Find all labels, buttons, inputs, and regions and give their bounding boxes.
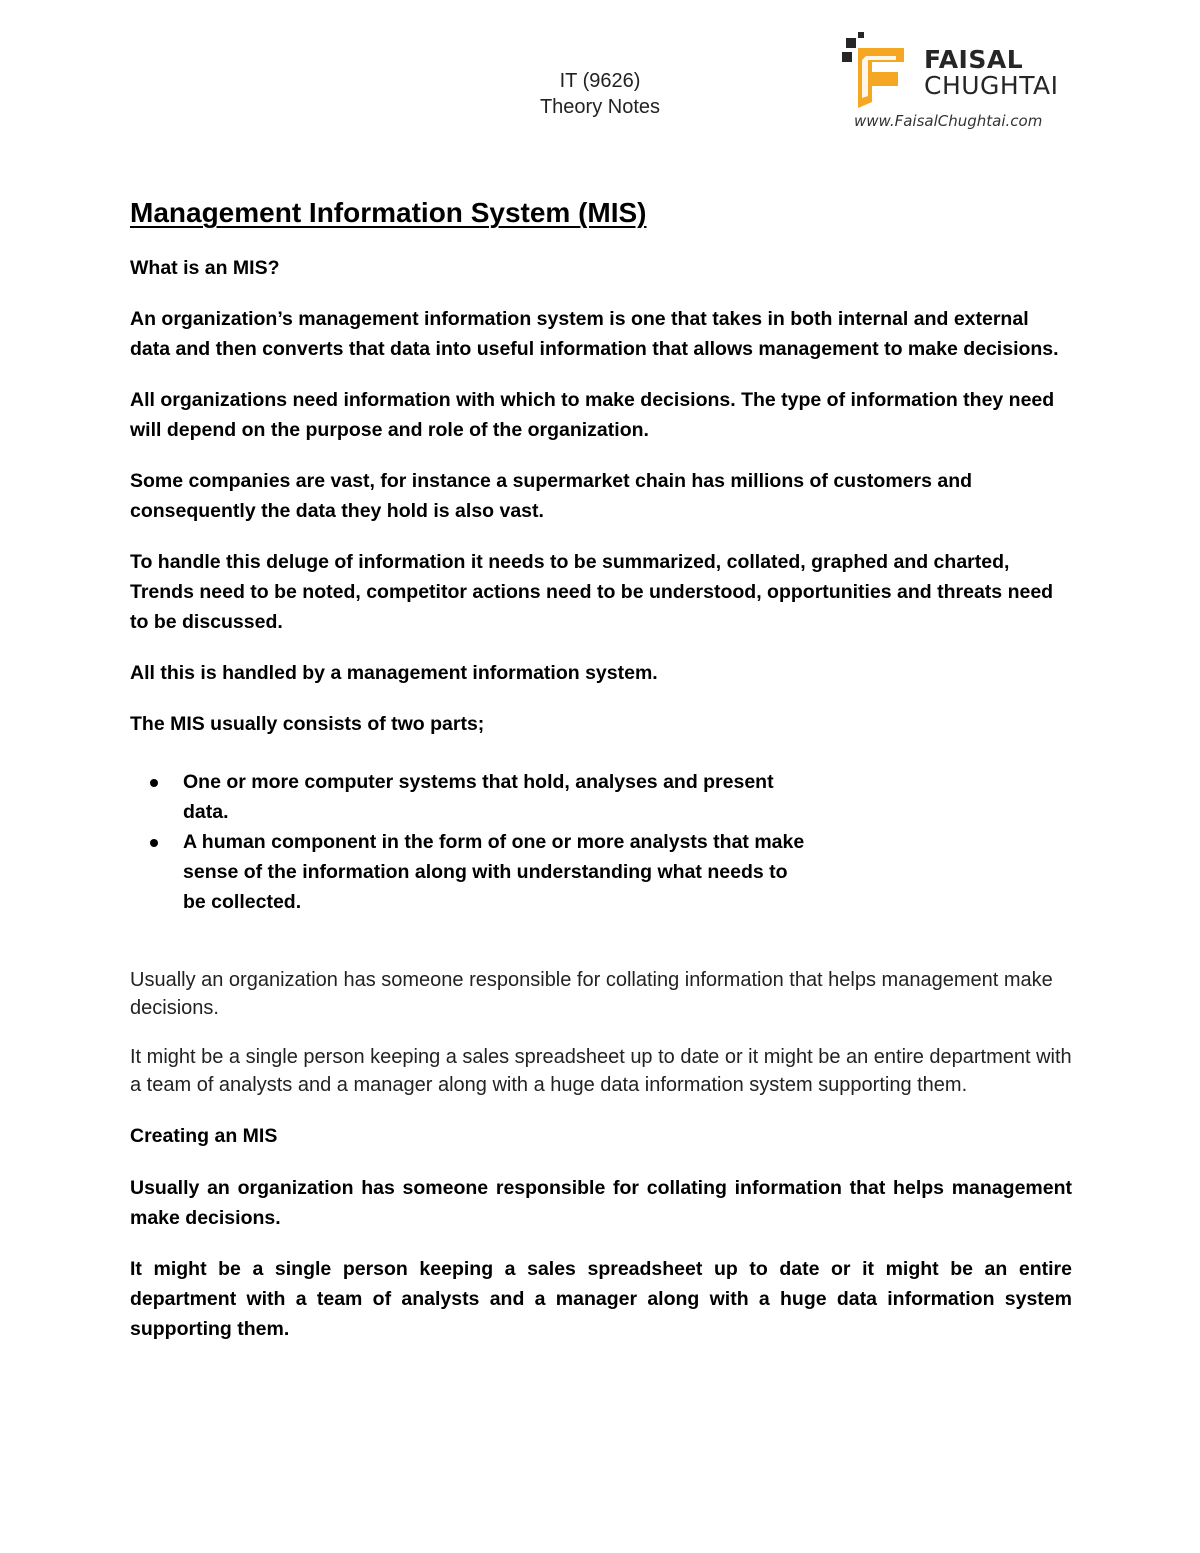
section-heading-creating-mis: Creating an MIS [130,1125,278,1147]
paragraph: To handle this deluge of information it needs to be summarized, collated, graphed and charted, Trends need to be noted, competitor actions need to be understood, opportunities and threats need to be discussed. [130,551,1054,633]
document-body [130,195,1072,1344]
paragraph: It might be a single person keeping a sales spreadsheet up to date or it might be an entire department with a team of analysts and a manager along with a huge data information system supporting them. [130,1046,1072,1096]
paragraph: All organizations need information with which to make decisions. The type of information they need will depend on the purpose and role of the organization. [130,389,1055,441]
brand-logo [840,30,1080,135]
paragraph: The MIS usually consists of two parts; [130,713,485,735]
bullet-list [130,767,810,917]
list-item: One or more computer systems that hold, analyses and present data. [130,767,810,827]
paragraph: All this is handled by a management information system. [130,662,658,684]
paragraph: Usually an organization has someone responsible for collating information that helps management make decisions. [130,1177,1072,1229]
brand-name-line2: CHUGHTAI [924,71,1059,100]
section-heading-what-is-mis: What is an MIS? [130,257,280,279]
paragraph: Some companies are vast, for instance a supermarket chain has millions of customers and consequently the data they hold is also vast. [130,470,973,522]
paragraph: An organization’s management information system is one that takes in both internal and external data and then converts that data into useful information that allows management to make decisions. [130,308,1059,360]
paragraph: Usually an organization has someone responsible for collating information that helps management make decisions. [130,969,1053,1019]
brand-website: www.FaisalChughtai.com [854,112,1043,130]
course-code: IT (9626) [559,70,641,92]
document-title: Management Information System (MIS) [130,197,647,228]
logo-mark-icon [840,30,904,110]
list-item: A human component in the form of one or more analysts that make sense of the information along with understanding what needs to be collected. [130,827,810,917]
brand-name-line1: FAISAL [924,45,1024,74]
paragraph: It might be a single person keeping a sales spreadsheet up to date or it might be an entire department with a team of analysts and a manager along with a huge data information system supporting them. [130,1258,1072,1340]
notes-label: Theory Notes [539,96,661,118]
